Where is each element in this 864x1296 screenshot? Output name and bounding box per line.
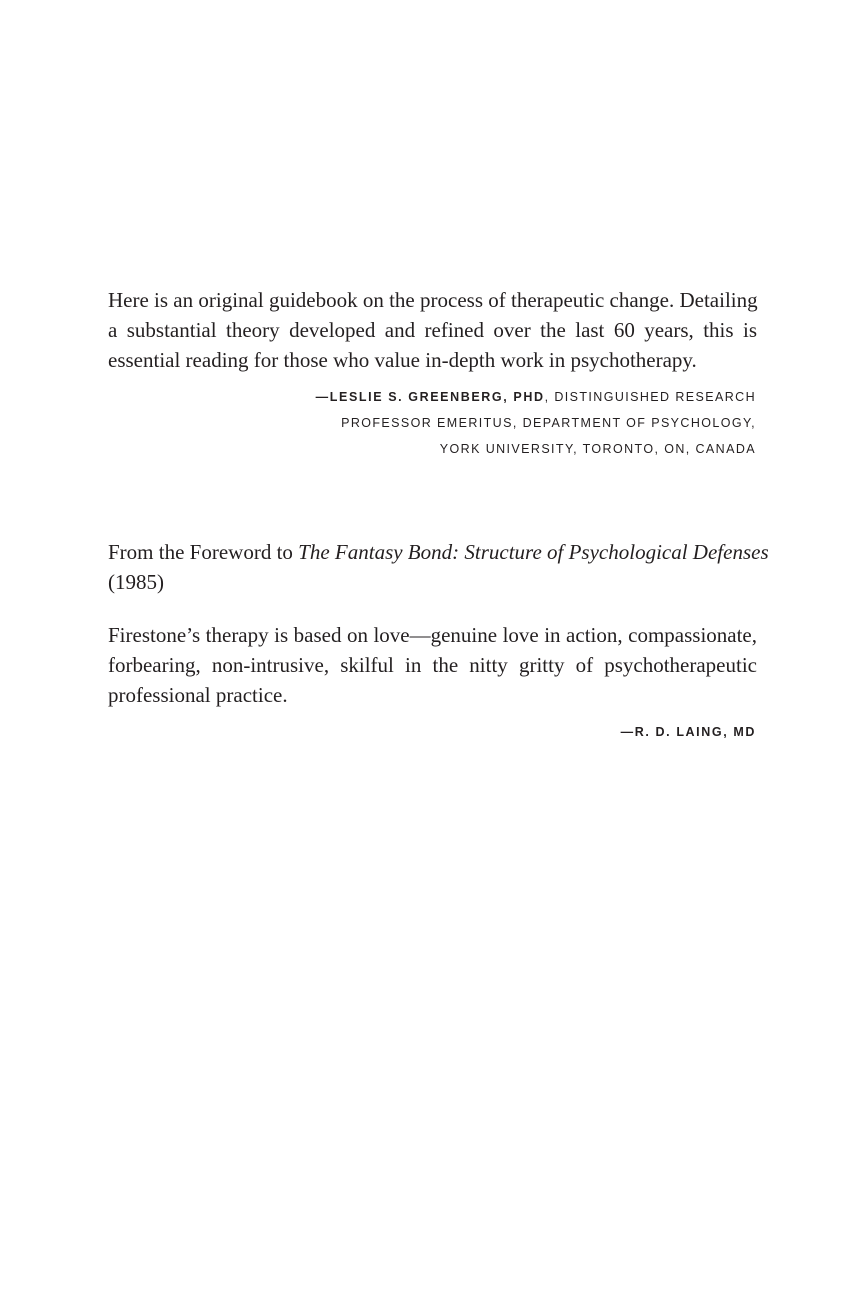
quote-line: essential reading for those who value in-depth work in psychotherapy. xyxy=(108,348,697,372)
attribution-name: —R. D. LAING, MD xyxy=(620,725,756,739)
attribution-name: —LESLIE S. GREENBERG, PHD xyxy=(315,390,545,404)
quote-line: a substantial theory developed and refined over the last 60 years, this is xyxy=(108,318,757,342)
greenberg-quote xyxy=(108,285,757,375)
attribution-line: PROFESSOR EMERITUS, DEPARTMENT OF PSYCHOLOGY, xyxy=(341,416,756,430)
source-note xyxy=(108,537,769,597)
source-line xyxy=(108,537,769,567)
laing-quote xyxy=(108,620,757,710)
laing-attribution xyxy=(621,719,756,745)
source-book-title: The Fantasy Bond: Structure of Psychological Defenses xyxy=(298,540,769,564)
quote-line: forbearing, non-intrusive, skilful in the nitty gritty of psychotherapeutic xyxy=(108,653,757,677)
quote-line: Here is an original guidebook on the process of therapeutic change. Detailing xyxy=(108,288,758,312)
attribution-title: , DISTINGUISHED RESEARCH xyxy=(544,390,756,404)
quote-line: professional practice. xyxy=(108,683,288,707)
source-prefix: From the Foreword to xyxy=(108,540,299,564)
greenberg-attribution xyxy=(316,384,756,462)
source-year: (1985) xyxy=(108,570,164,594)
attribution-line xyxy=(316,384,756,410)
quote-line: Firestone’s therapy is based on love—genuine love in action, compassionate, xyxy=(108,623,757,647)
attribution-line: YORK UNIVERSITY, TORONTO, ON, CANADA xyxy=(439,442,756,456)
